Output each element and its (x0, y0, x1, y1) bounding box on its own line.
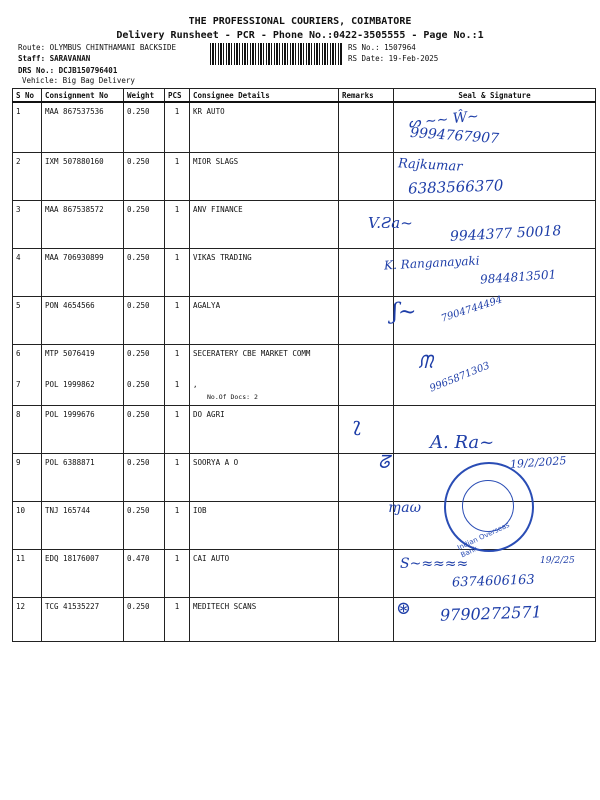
table-row (13, 406, 596, 454)
cell-consignment: MAA 706930899 (42, 248, 124, 296)
signature-phone: 6383566370 (407, 176, 504, 198)
cell-pcs: 1 (165, 200, 190, 248)
signature-mark: A. Ra~ (430, 432, 495, 453)
barcode (210, 43, 342, 65)
signature-phone: 6374606163 (451, 572, 535, 591)
cell-weight: 0.250 (124, 502, 165, 550)
table-row (13, 152, 596, 200)
cell-consignment: IXM 507880160 (42, 152, 124, 200)
signature-mark: ᔕ ~~ Ŵ~ (407, 108, 480, 132)
cell-remarks (339, 102, 394, 152)
cell-weight: 0.250 (124, 296, 165, 344)
cell-consignment: PON 4654566 (42, 296, 124, 344)
cell-remarks (339, 598, 394, 642)
cell-weight: 0.250 (124, 598, 165, 642)
signature-phone: 9994767907 (409, 124, 500, 148)
cell-pcs: 1 (165, 598, 190, 642)
cell-remarks (339, 296, 394, 344)
cell-remarks (339, 502, 394, 550)
signature-mark: ᙏ (418, 352, 433, 373)
cell-consignee: ANV FINANCE (190, 200, 339, 248)
cell-consignee: MIOR SLAGS (190, 152, 339, 200)
cell-remarks (339, 376, 394, 406)
cell-pcs: 1 (165, 296, 190, 344)
consignee-text: , (193, 380, 198, 389)
cell-sno: 7 (13, 376, 42, 406)
signature-mark: S~≈≈≈≈ (400, 556, 469, 572)
cell-consignment: EDQ 18176007 (42, 550, 124, 598)
cell-consignment: POL 1999676 (42, 406, 124, 454)
cell-pcs: 1 (165, 102, 190, 152)
signature-phone: 7904744494 (439, 294, 504, 325)
signature-date: 19/2/2025 (509, 454, 567, 471)
cell-pcs: 1 (165, 248, 190, 296)
cell-consignment: MAA 867537536 (42, 102, 124, 152)
signature-mark: V.Ƨa~ (368, 214, 413, 232)
signature-mark: ⊛ (396, 598, 412, 619)
cell-consignee: DO AGRI (190, 406, 339, 454)
col-header-signature: Seal & Signature (394, 89, 596, 103)
table-header-row (13, 89, 596, 103)
cell-signature (394, 406, 596, 454)
table-row (13, 376, 596, 406)
cell-sno: 5 (13, 296, 42, 344)
cell-consignee: AGALYA (190, 296, 339, 344)
cell-weight: 0.250 (124, 454, 165, 502)
cell-weight: 0.470 (124, 550, 165, 598)
bank-seal-stamp (444, 462, 534, 560)
table-row (13, 344, 596, 376)
signature-date: 19/2/25 (540, 556, 575, 566)
route-label: Route: OLYMBUS CHINTHAMANI BACKSIDE (18, 43, 177, 52)
cell-weight: 0.250 (124, 102, 165, 152)
cell-pcs: 1 (165, 550, 190, 598)
signature-mark: ᘔ (378, 452, 390, 473)
cell-consignee: VIKAS TRADING (190, 248, 339, 296)
cell-sno: 6 (13, 344, 42, 376)
cell-consignment: POL 6388871 (42, 454, 124, 502)
cell-remarks (339, 152, 394, 200)
cell-consignee: CAI AUTO (190, 550, 339, 598)
cell-sno: 2 (13, 152, 42, 200)
cell-sno: 9 (13, 454, 42, 502)
signature-name: Rajkumar (397, 156, 463, 175)
cell-pcs: 1 (165, 376, 190, 406)
cell-consignment: MAA 867538572 (42, 200, 124, 248)
cell-consignee: MEDITECH SCANS (190, 598, 339, 642)
vehicle-label: Vehicle: Big Bag Delivery (22, 76, 135, 85)
cell-weight: 0.250 (124, 248, 165, 296)
cell-sno: 8 (13, 406, 42, 454)
cell-consignment: TCG 41535227 (42, 598, 124, 642)
cell-sno: 11 (13, 550, 42, 598)
rs-number: RS No.: 1507964 (348, 43, 416, 52)
docs-count: No.Of Docs: 2 (207, 393, 258, 401)
col-header-consignee: Consignee Details (190, 89, 339, 103)
cell-weight: 0.250 (124, 376, 165, 406)
cell-remarks (339, 406, 394, 454)
staff-label: Staff: SARAVANAN (18, 54, 91, 63)
cell-pcs: 1 (165, 502, 190, 550)
cell-pcs: 1 (165, 454, 190, 502)
cell-consignee: KR AUTO (190, 102, 339, 152)
company-title: THE PROFESSIONAL COURIERS, COIMBATORE (188, 16, 412, 27)
cell-weight: 0.250 (124, 152, 165, 200)
cell-weight: 0.250 (124, 200, 165, 248)
cell-sno: 1 (13, 102, 42, 152)
cell-sno: 4 (13, 248, 42, 296)
cell-pcs: 1 (165, 152, 190, 200)
drs-label: DRS No.: DCJB150796401 (18, 66, 118, 75)
cell-weight: 0.250 (124, 406, 165, 454)
runsheet-subtitle: Delivery Runsheet - PCR - Phone No.:0422-3505555 - Page No.:1 (116, 30, 484, 41)
signature-mark: ʅ (352, 412, 362, 436)
col-header-sno: S No (13, 89, 42, 103)
signature-phone: 9844813501 (479, 267, 557, 287)
cell-remarks (339, 550, 394, 598)
col-header-consignment: Consignment No (42, 89, 124, 103)
cell-consignment: POL 1999862 (42, 376, 124, 406)
table-row (13, 296, 596, 344)
cell-remarks (339, 344, 394, 376)
signature-phone: 9790272571 (439, 602, 543, 625)
cell-sno: 10 (13, 502, 42, 550)
signature-mark: ɱaω (388, 500, 422, 516)
cell-sno: 12 (13, 598, 42, 642)
cell-weight: 0.250 (124, 344, 165, 376)
cell-pcs: 1 (165, 344, 190, 376)
cell-sno: 3 (13, 200, 42, 248)
signature-mark: ʃ~ (392, 300, 417, 325)
stamp-label: Indian Overseas Bank (456, 520, 511, 560)
cell-consignee: SOORYA A O (190, 454, 339, 502)
rs-date: RS Date: 19-Feb-2025 (348, 54, 439, 63)
col-header-weight: Weight (124, 89, 165, 103)
signature-phone: 9944377 50018 (449, 223, 562, 245)
col-header-pcs: PCS (165, 89, 190, 103)
table-row (13, 102, 596, 152)
signature-name: K. Ranganayaki (383, 253, 480, 273)
cell-consignee: IOB (190, 502, 339, 550)
cell-consignee (190, 376, 339, 406)
cell-consignment: MTP 5076419 (42, 344, 124, 376)
cell-consignment: TNJ 165744 (42, 502, 124, 550)
runsheet-table (12, 88, 596, 642)
signature-phone: 9965871303 (428, 360, 492, 395)
cell-pcs: 1 (165, 406, 190, 454)
col-header-remarks: Remarks (339, 89, 394, 103)
cell-signature (394, 376, 596, 406)
cell-consignee: SECERATERY CBE MARKET COMM (190, 344, 339, 376)
